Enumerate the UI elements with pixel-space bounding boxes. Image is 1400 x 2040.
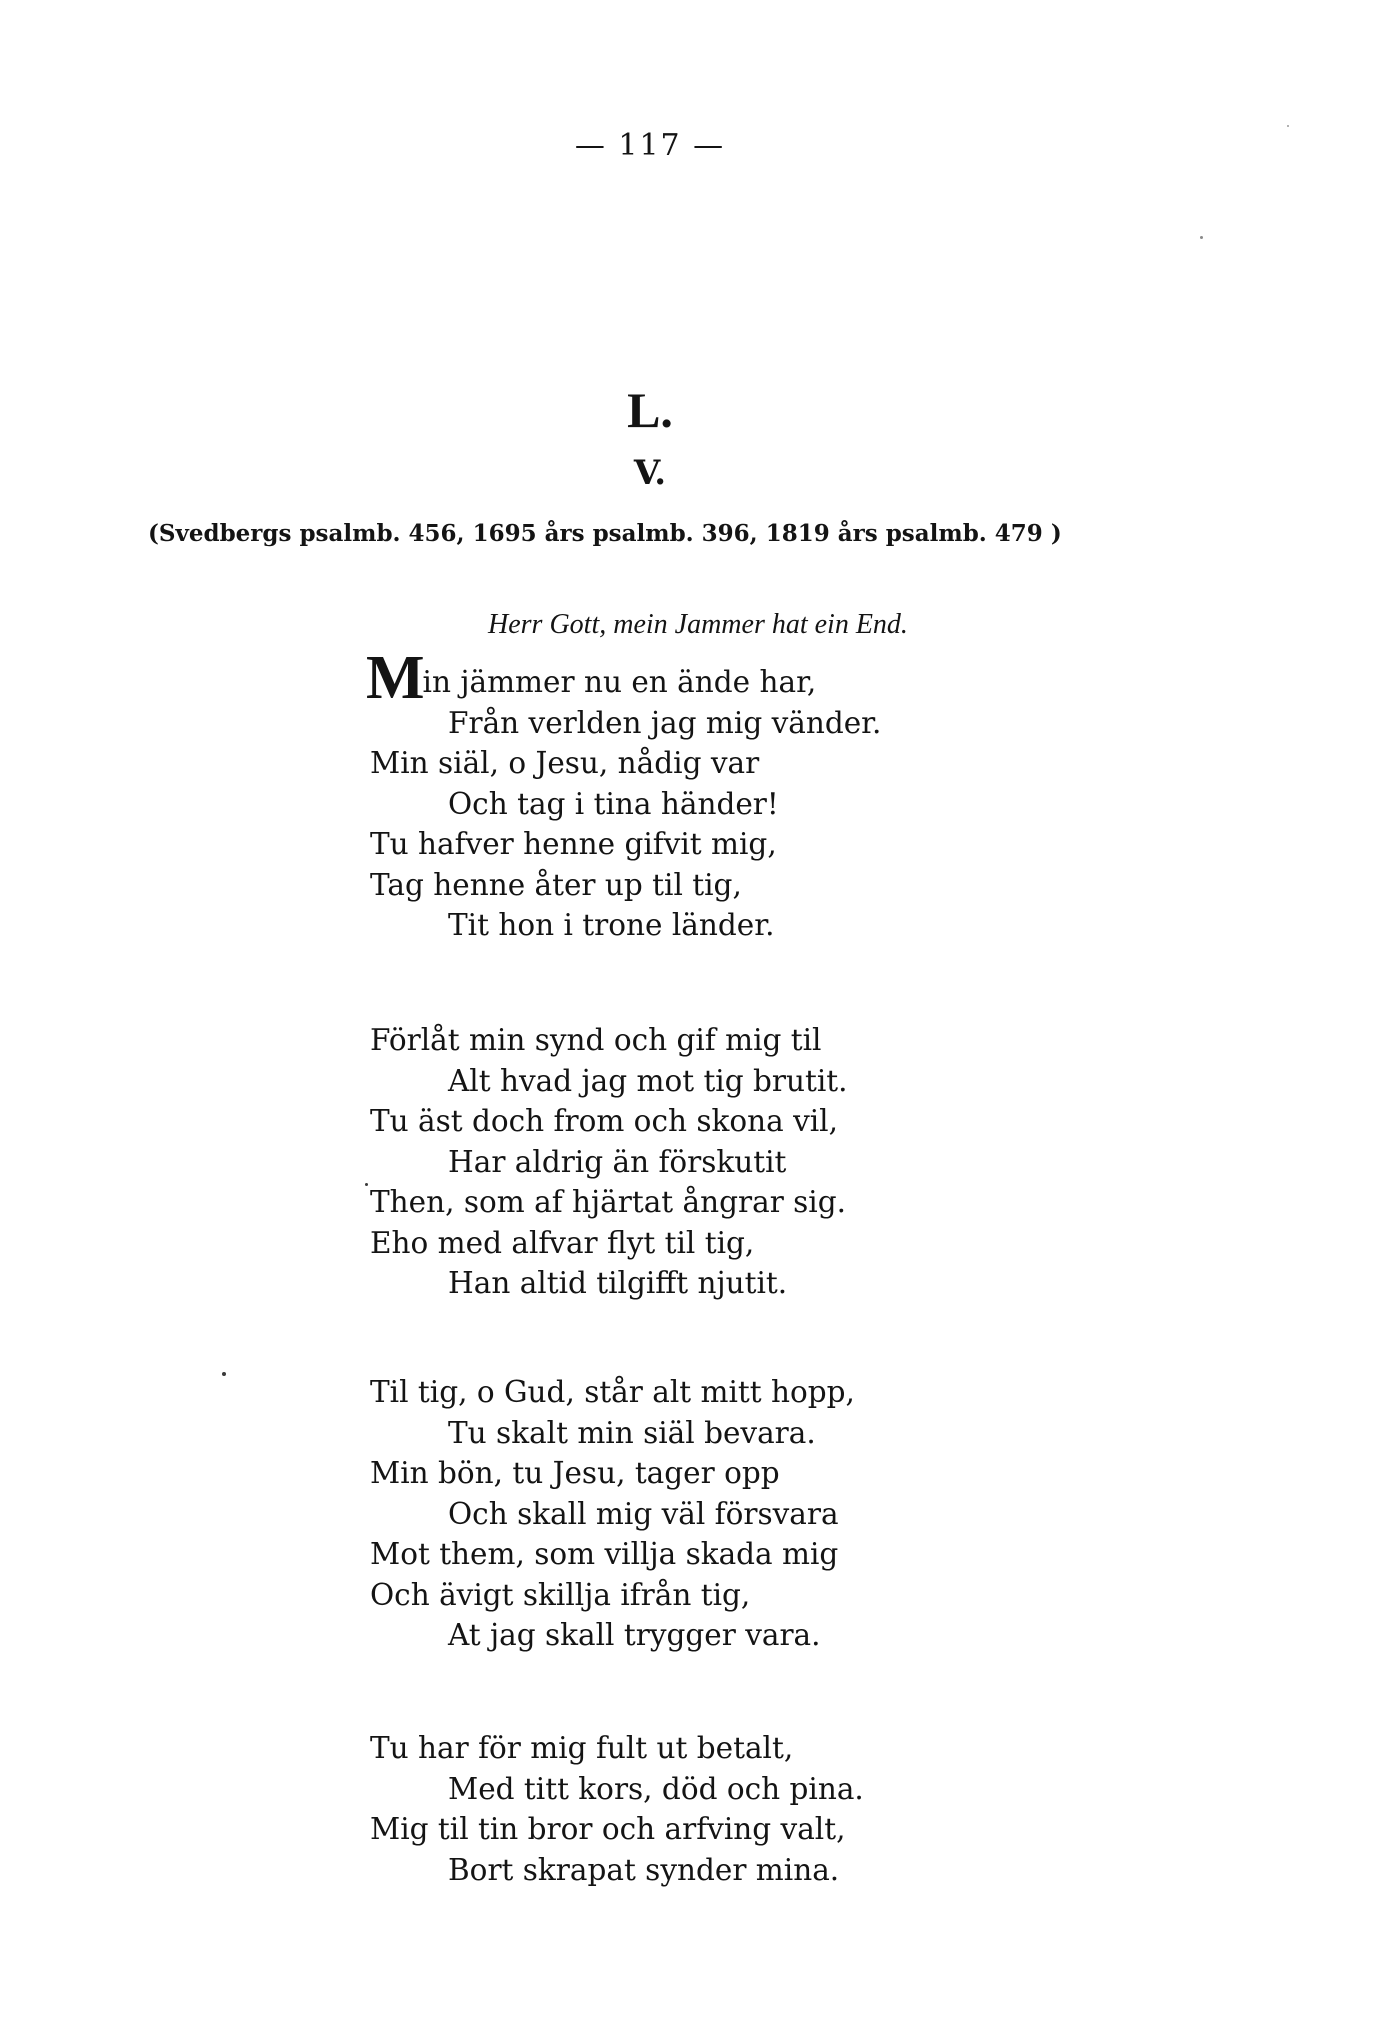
stanza-2: [370, 1020, 1070, 1304]
verse-line: Tu äst doch from och skona vil,: [370, 1104, 838, 1138]
ink-speck: [1287, 125, 1289, 127]
verse-line: Bort skrapat synder mina.: [448, 1852, 840, 1887]
verse-line: Från verlden jag mig vänder.: [448, 705, 882, 740]
verse-line: Mot them, som villja skada mig: [370, 1537, 839, 1571]
verse-line: Och tag i tina händer!: [448, 786, 779, 821]
verse-line: Förlåt min synd och gif mig til: [370, 1023, 822, 1057]
ink-speck: [1200, 236, 1203, 239]
page-number: — 117 —: [574, 128, 726, 163]
melody-title: Herr Gott, mein Jammer hat ein End.: [488, 609, 908, 640]
verse-line: Tu har för mig fult ut betalt,: [370, 1731, 794, 1765]
verse-line: Har aldrig än förskutit: [448, 1144, 787, 1179]
ink-speck: [365, 1183, 368, 1186]
verse-line: Alt hvad jag mot tig brutit.: [448, 1063, 848, 1098]
section-mark: V.: [633, 453, 667, 493]
verse-line: Min jämmer nu en ände har,: [366, 644, 817, 712]
verse-line: Tu skalt min siäl bevara.: [448, 1415, 816, 1450]
verse-line: Han altid tilgifft njutit.: [448, 1266, 788, 1300]
verse-line: At jag skall trygger vara.: [448, 1618, 821, 1652]
verse-line: Tit hon i trone länder.: [448, 908, 775, 942]
verse-line: Och skall mig väl försvara: [448, 1496, 839, 1531]
verse-line: Then, som af hjärtat ångrar sig.: [370, 1185, 847, 1219]
verse-line: Och ävigt skillja ifrån tig,: [370, 1577, 751, 1612]
ink-speck: [222, 1372, 226, 1376]
verse-line: Til tig, o Gud, står alt mitt hopp,: [370, 1375, 855, 1409]
source-note: (Svedbergs psalmb. 456, 1695 års psalmb. 396, 1819 års psalmb. 479 ): [148, 520, 1062, 547]
verse-line: Eho med alfvar flyt til tig,: [370, 1225, 755, 1260]
verse-line: Min siäl, o Jesu, nådig var: [370, 746, 760, 780]
stanza-3: [370, 1372, 1070, 1656]
verse-line: Min bön, tu Jesu, tager opp: [370, 1456, 780, 1490]
verse-line: Tu hafver henne gifvit mig,: [370, 827, 777, 861]
stanza-1: [366, 644, 1070, 946]
verse-line: Med titt kors, död och pina.: [448, 1771, 864, 1806]
stanza-4: [370, 1728, 1070, 1890]
verse-line: Mig til tin bror och arfving valt,: [370, 1812, 846, 1846]
hymn-number: L.: [627, 382, 673, 438]
verse-line: Tag henne åter up til tig,: [370, 867, 742, 902]
